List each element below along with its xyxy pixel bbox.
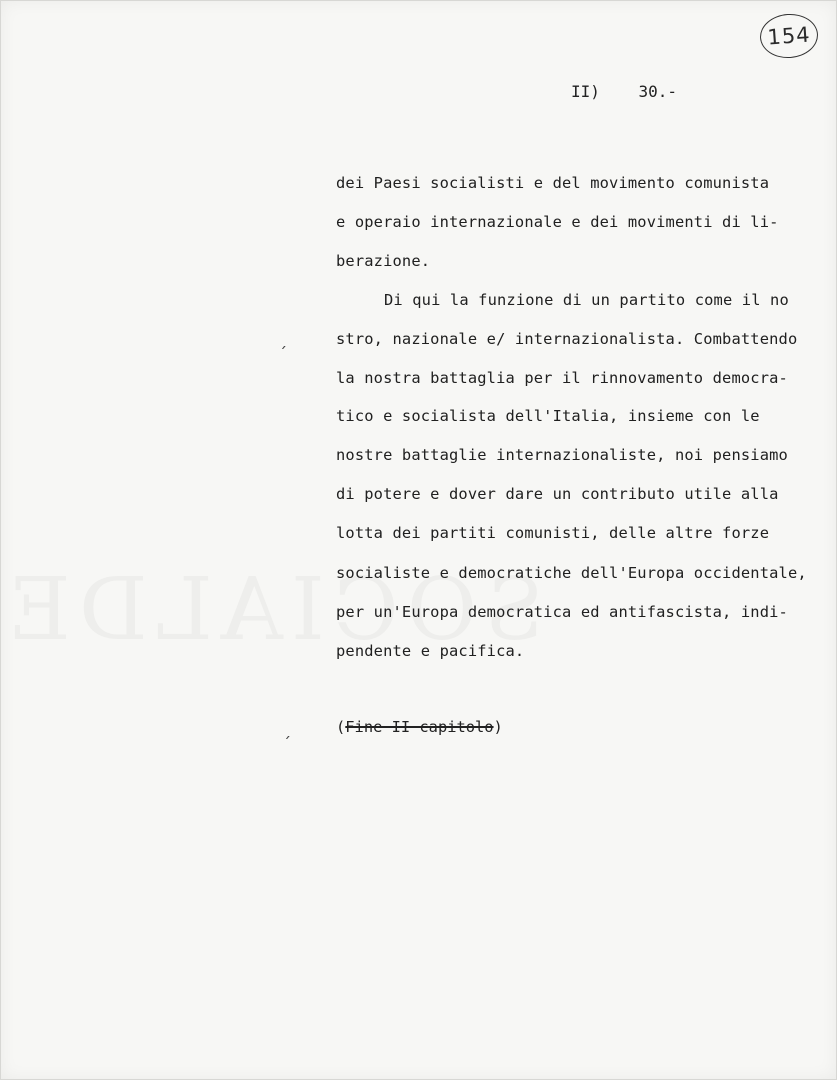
chapter-label: II) (571, 82, 600, 101)
text-line: tico e socialista dell'Italia, insieme con le (336, 407, 760, 425)
text-line: di potere e dover dare un contributo utile alla (336, 485, 779, 503)
text-line: la nostra battaglia per il rinnovamento democra- (336, 369, 788, 387)
chapter-end-note: (Fine II capitolo) (336, 718, 503, 736)
text-line: pendente e pacifica. (336, 642, 525, 660)
struck-chapter-end-text: Fine II capitolo (345, 718, 494, 736)
text-line: Di qui la funzione di un partito come il no (384, 291, 789, 309)
text-line: stro, nazionale e/ internazionalista. Combattendo (336, 330, 798, 348)
page-header (571, 82, 677, 101)
text-line: e operaio internazionale e dei movimenti di li- (336, 213, 779, 231)
text-line: dei Paesi socialisti e del movimento comunista (336, 174, 770, 192)
page-number-stamp: 154 (759, 12, 820, 60)
margin-tick-mark: ˏ (279, 330, 287, 349)
text-line: per un'Europa democratica ed antifascista, indi- (336, 603, 788, 621)
text-line: lotta dei partiti comunisti, delle altre forze (336, 524, 770, 542)
margin-tick-mark: ˏ (283, 720, 291, 739)
text-line: socialiste e democratiche dell'Europa occidentale, (336, 564, 807, 582)
text-line: berazione. (336, 252, 431, 270)
page-number: 30.- (638, 82, 677, 101)
text-line: nostre battaglie internazionaliste, noi pensiamo (336, 446, 788, 464)
